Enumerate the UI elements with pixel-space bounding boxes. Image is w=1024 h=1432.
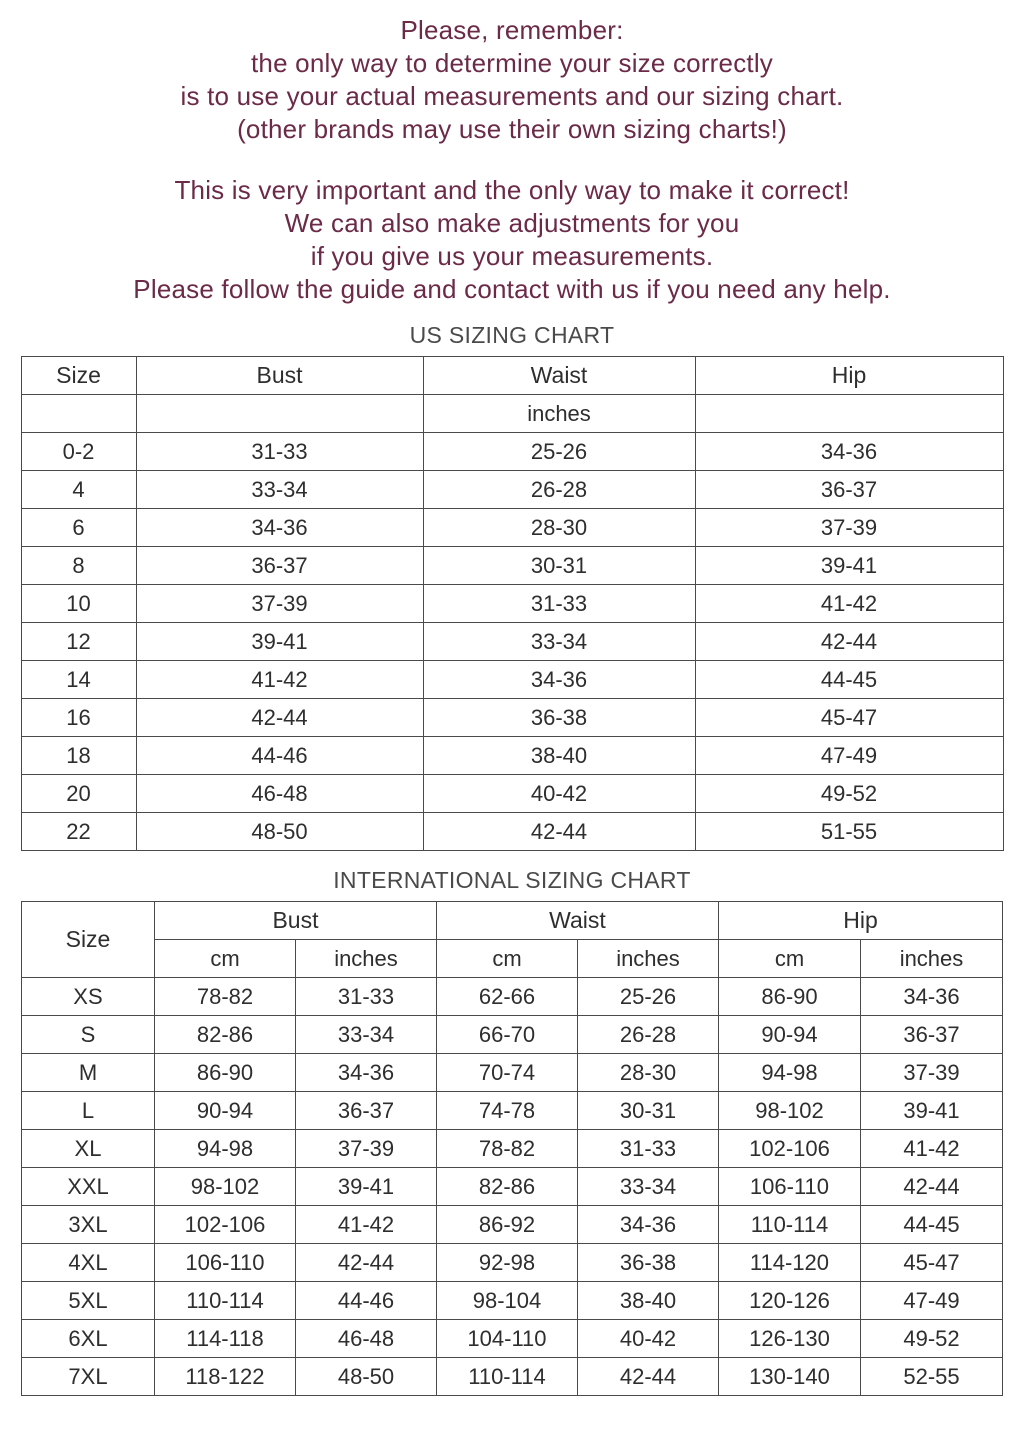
cell-size: 10 [21, 585, 136, 623]
table-row [21, 1244, 1002, 1282]
table-row [21, 661, 1003, 699]
cell-size: XL [21, 1130, 154, 1168]
cell-size: 8 [21, 547, 136, 585]
unit-cell [695, 395, 1003, 433]
cell-hip-cm: 90-94 [718, 1016, 860, 1054]
cell-bust-inches: 34-36 [295, 1054, 436, 1092]
cell-size: 5XL [21, 1282, 154, 1320]
cell-bust-inches: 33-34 [295, 1016, 436, 1054]
cell-bust: 42-44 [136, 699, 423, 737]
cell-bust-inches: 44-46 [295, 1282, 436, 1320]
cell-size: 18 [21, 737, 136, 775]
cell-waist-inches: 36-38 [577, 1244, 718, 1282]
table-row [21, 813, 1003, 851]
cell-size: L [21, 1092, 154, 1130]
cell-size: M [21, 1054, 154, 1092]
cell-waist-cm: 66-70 [436, 1016, 577, 1054]
cell-hip: 44-45 [695, 661, 1003, 699]
table-row [21, 433, 1003, 471]
table-header-row [21, 902, 1002, 940]
cell-bust-inches: 39-41 [295, 1168, 436, 1206]
table-row [21, 585, 1003, 623]
table-row [21, 775, 1003, 813]
table-row [21, 1320, 1002, 1358]
cell-waist-cm: 92-98 [436, 1244, 577, 1282]
cell-size: 16 [21, 699, 136, 737]
cell-waist: 26-28 [423, 471, 695, 509]
cell-bust-inches: 41-42 [295, 1206, 436, 1244]
cell-bust-inches: 46-48 [295, 1320, 436, 1358]
cell-bust-cm: 114-118 [154, 1320, 295, 1358]
cell-bust: 48-50 [136, 813, 423, 851]
cell-bust-cm: 90-94 [154, 1092, 295, 1130]
us-sizing-table [21, 356, 1004, 851]
cell-size: S [21, 1016, 154, 1054]
cell-bust-cm: 110-114 [154, 1282, 295, 1320]
cell-bust-inches: 36-37 [295, 1092, 436, 1130]
table-row [21, 1358, 1002, 1396]
cell-hip-cm: 110-114 [718, 1206, 860, 1244]
cell-hip-inches: 45-47 [860, 1244, 1002, 1282]
table-row [21, 978, 1002, 1016]
table-row [21, 1282, 1002, 1320]
cell-waist-cm: 78-82 [436, 1130, 577, 1168]
cell-size: XXL [21, 1168, 154, 1206]
cell-bust: 33-34 [136, 471, 423, 509]
cell-hip-inches: 47-49 [860, 1282, 1002, 1320]
cell-bust: 39-41 [136, 623, 423, 661]
cell-waist-inches: 34-36 [577, 1206, 718, 1244]
cell-bust-cm: 82-86 [154, 1016, 295, 1054]
cell-size: 3XL [21, 1206, 154, 1244]
cell-bust-cm: 78-82 [154, 978, 295, 1016]
notice-line: This is very important and the only way to make it correct! [174, 175, 850, 205]
subheader-waist-inches: inches [577, 940, 718, 978]
cell-waist-inches: 26-28 [577, 1016, 718, 1054]
cell-bust-inches: 37-39 [295, 1130, 436, 1168]
cell-waist: 42-44 [423, 813, 695, 851]
cell-size: 6XL [21, 1320, 154, 1358]
table-row [21, 509, 1003, 547]
cell-hip-inches: 37-39 [860, 1054, 1002, 1092]
cell-size: 4XL [21, 1244, 154, 1282]
cell-hip: 41-42 [695, 585, 1003, 623]
cell-bust-cm: 102-106 [154, 1206, 295, 1244]
notice-spacer [10, 146, 1014, 174]
cell-waist-cm: 86-92 [436, 1206, 577, 1244]
cell-hip: 39-41 [695, 547, 1003, 585]
cell-bust-cm: 118-122 [154, 1358, 295, 1396]
cell-size: 4 [21, 471, 136, 509]
cell-bust: 36-37 [136, 547, 423, 585]
table-row [21, 1054, 1002, 1092]
column-header-bust: Bust [154, 902, 436, 940]
cell-waist: 28-30 [423, 509, 695, 547]
notice-line: the only way to determine your size correctly [251, 48, 773, 78]
cell-waist-inches: 33-34 [577, 1168, 718, 1206]
cell-hip-cm: 94-98 [718, 1054, 860, 1092]
notice-line: if you give us your measurements. [310, 241, 714, 271]
cell-hip-inches: 41-42 [860, 1130, 1002, 1168]
column-header-bust: Bust [136, 357, 423, 395]
notice-line: We can also make adjustments for you [284, 208, 740, 238]
cell-waist-cm: 104-110 [436, 1320, 577, 1358]
cell-waist-cm: 62-66 [436, 978, 577, 1016]
cell-bust: 34-36 [136, 509, 423, 547]
subheader-hip-inches: inches [860, 940, 1002, 978]
notice-line: Please follow the guide and contact with us if you need any help. [133, 274, 891, 304]
subheader-hip-cm: cm [718, 940, 860, 978]
cell-waist: 38-40 [423, 737, 695, 775]
cell-size: 6 [21, 509, 136, 547]
cell-bust: 31-33 [136, 433, 423, 471]
cell-waist-inches: 25-26 [577, 978, 718, 1016]
cell-size: 0-2 [21, 433, 136, 471]
cell-bust-cm: 106-110 [154, 1244, 295, 1282]
cell-waist: 34-36 [423, 661, 695, 699]
cell-hip-inches: 34-36 [860, 978, 1002, 1016]
cell-waist-cm: 74-78 [436, 1092, 577, 1130]
cell-size: 22 [21, 813, 136, 851]
cell-bust-cm: 94-98 [154, 1130, 295, 1168]
cell-bust-inches: 42-44 [295, 1244, 436, 1282]
table-row [21, 1206, 1002, 1244]
column-header-waist: Waist [436, 902, 718, 940]
cell-bust: 37-39 [136, 585, 423, 623]
cell-hip-inches: 39-41 [860, 1092, 1002, 1130]
cell-waist-cm: 98-104 [436, 1282, 577, 1320]
table-row [21, 471, 1003, 509]
cell-bust-inches: 48-50 [295, 1358, 436, 1396]
cell-waist-inches: 31-33 [577, 1130, 718, 1168]
cell-waist-inches: 40-42 [577, 1320, 718, 1358]
cell-bust: 44-46 [136, 737, 423, 775]
cell-hip-inches: 42-44 [860, 1168, 1002, 1206]
table-row [21, 1016, 1002, 1054]
cell-size: 7XL [21, 1358, 154, 1396]
cell-hip: 42-44 [695, 623, 1003, 661]
cell-waist: 40-42 [423, 775, 695, 813]
cell-hip: 47-49 [695, 737, 1003, 775]
subheader-waist-cm: cm [436, 940, 577, 978]
cell-hip-inches: 36-37 [860, 1016, 1002, 1054]
cell-hip: 49-52 [695, 775, 1003, 813]
intl-chart-title: INTERNATIONAL SIZING CHART [333, 867, 691, 893]
table-unit-row [21, 395, 1003, 433]
table-row [21, 1092, 1002, 1130]
cell-hip: 36-37 [695, 471, 1003, 509]
cell-size: 12 [21, 623, 136, 661]
cell-bust: 41-42 [136, 661, 423, 699]
cell-waist-cm: 82-86 [436, 1168, 577, 1206]
cell-hip-cm: 120-126 [718, 1282, 860, 1320]
cell-waist: 36-38 [423, 699, 695, 737]
cell-bust-cm: 98-102 [154, 1168, 295, 1206]
cell-hip-cm: 126-130 [718, 1320, 860, 1358]
cell-hip-cm: 130-140 [718, 1358, 860, 1396]
table-header-row [21, 357, 1003, 395]
cell-waist-inches: 38-40 [577, 1282, 718, 1320]
cell-bust: 46-48 [136, 775, 423, 813]
column-header-hip: Hip [695, 357, 1003, 395]
table-row [21, 547, 1003, 585]
column-header-size: Size [21, 902, 154, 978]
table-row [21, 737, 1003, 775]
unit-cell [21, 395, 136, 433]
cell-size: 14 [21, 661, 136, 699]
cell-hip: 51-55 [695, 813, 1003, 851]
cell-waist: 25-26 [423, 433, 695, 471]
cell-hip: 34-36 [695, 433, 1003, 471]
cell-hip-inches: 49-52 [860, 1320, 1002, 1358]
cell-waist-cm: 110-114 [436, 1358, 577, 1396]
table-row [21, 1168, 1002, 1206]
cell-waist-inches: 28-30 [577, 1054, 718, 1092]
table-row [21, 623, 1003, 661]
cell-bust-cm: 86-90 [154, 1054, 295, 1092]
column-header-hip: Hip [718, 902, 1002, 940]
unit-cell [136, 395, 423, 433]
table-subheader-row [21, 940, 1002, 978]
us-chart-title: US SIZING CHART [409, 322, 615, 348]
cell-waist-inches: 42-44 [577, 1358, 718, 1396]
table-row [21, 699, 1003, 737]
table-row [21, 1130, 1002, 1168]
cell-hip-cm: 102-106 [718, 1130, 860, 1168]
cell-hip-cm: 86-90 [718, 978, 860, 1016]
cell-hip-cm: 114-120 [718, 1244, 860, 1282]
cell-hip: 45-47 [695, 699, 1003, 737]
notice-block [10, 0, 1014, 306]
notice-line: Please, remember: [400, 15, 624, 45]
international-sizing-table [21, 901, 1003, 1396]
cell-hip: 37-39 [695, 509, 1003, 547]
notice-line: is to use your actual measurements and our sizing chart. [180, 81, 844, 111]
cell-size: XS [21, 978, 154, 1016]
cell-hip-inches: 44-45 [860, 1206, 1002, 1244]
cell-waist-inches: 30-31 [577, 1092, 718, 1130]
column-header-size: Size [21, 357, 136, 395]
cell-waist: 31-33 [423, 585, 695, 623]
cell-waist: 30-31 [423, 547, 695, 585]
cell-size: 20 [21, 775, 136, 813]
cell-hip-cm: 98-102 [718, 1092, 860, 1130]
notice-line: (other brands may use their own sizing charts!) [237, 114, 787, 144]
cell-hip-inches: 52-55 [860, 1358, 1002, 1396]
cell-waist: 33-34 [423, 623, 695, 661]
unit-cell-inches: inches [423, 395, 695, 433]
column-header-waist: Waist [423, 357, 695, 395]
cell-hip-cm: 106-110 [718, 1168, 860, 1206]
cell-bust-inches: 31-33 [295, 978, 436, 1016]
subheader-bust-inches: inches [295, 940, 436, 978]
subheader-bust-cm: cm [154, 940, 295, 978]
cell-waist-cm: 70-74 [436, 1054, 577, 1092]
